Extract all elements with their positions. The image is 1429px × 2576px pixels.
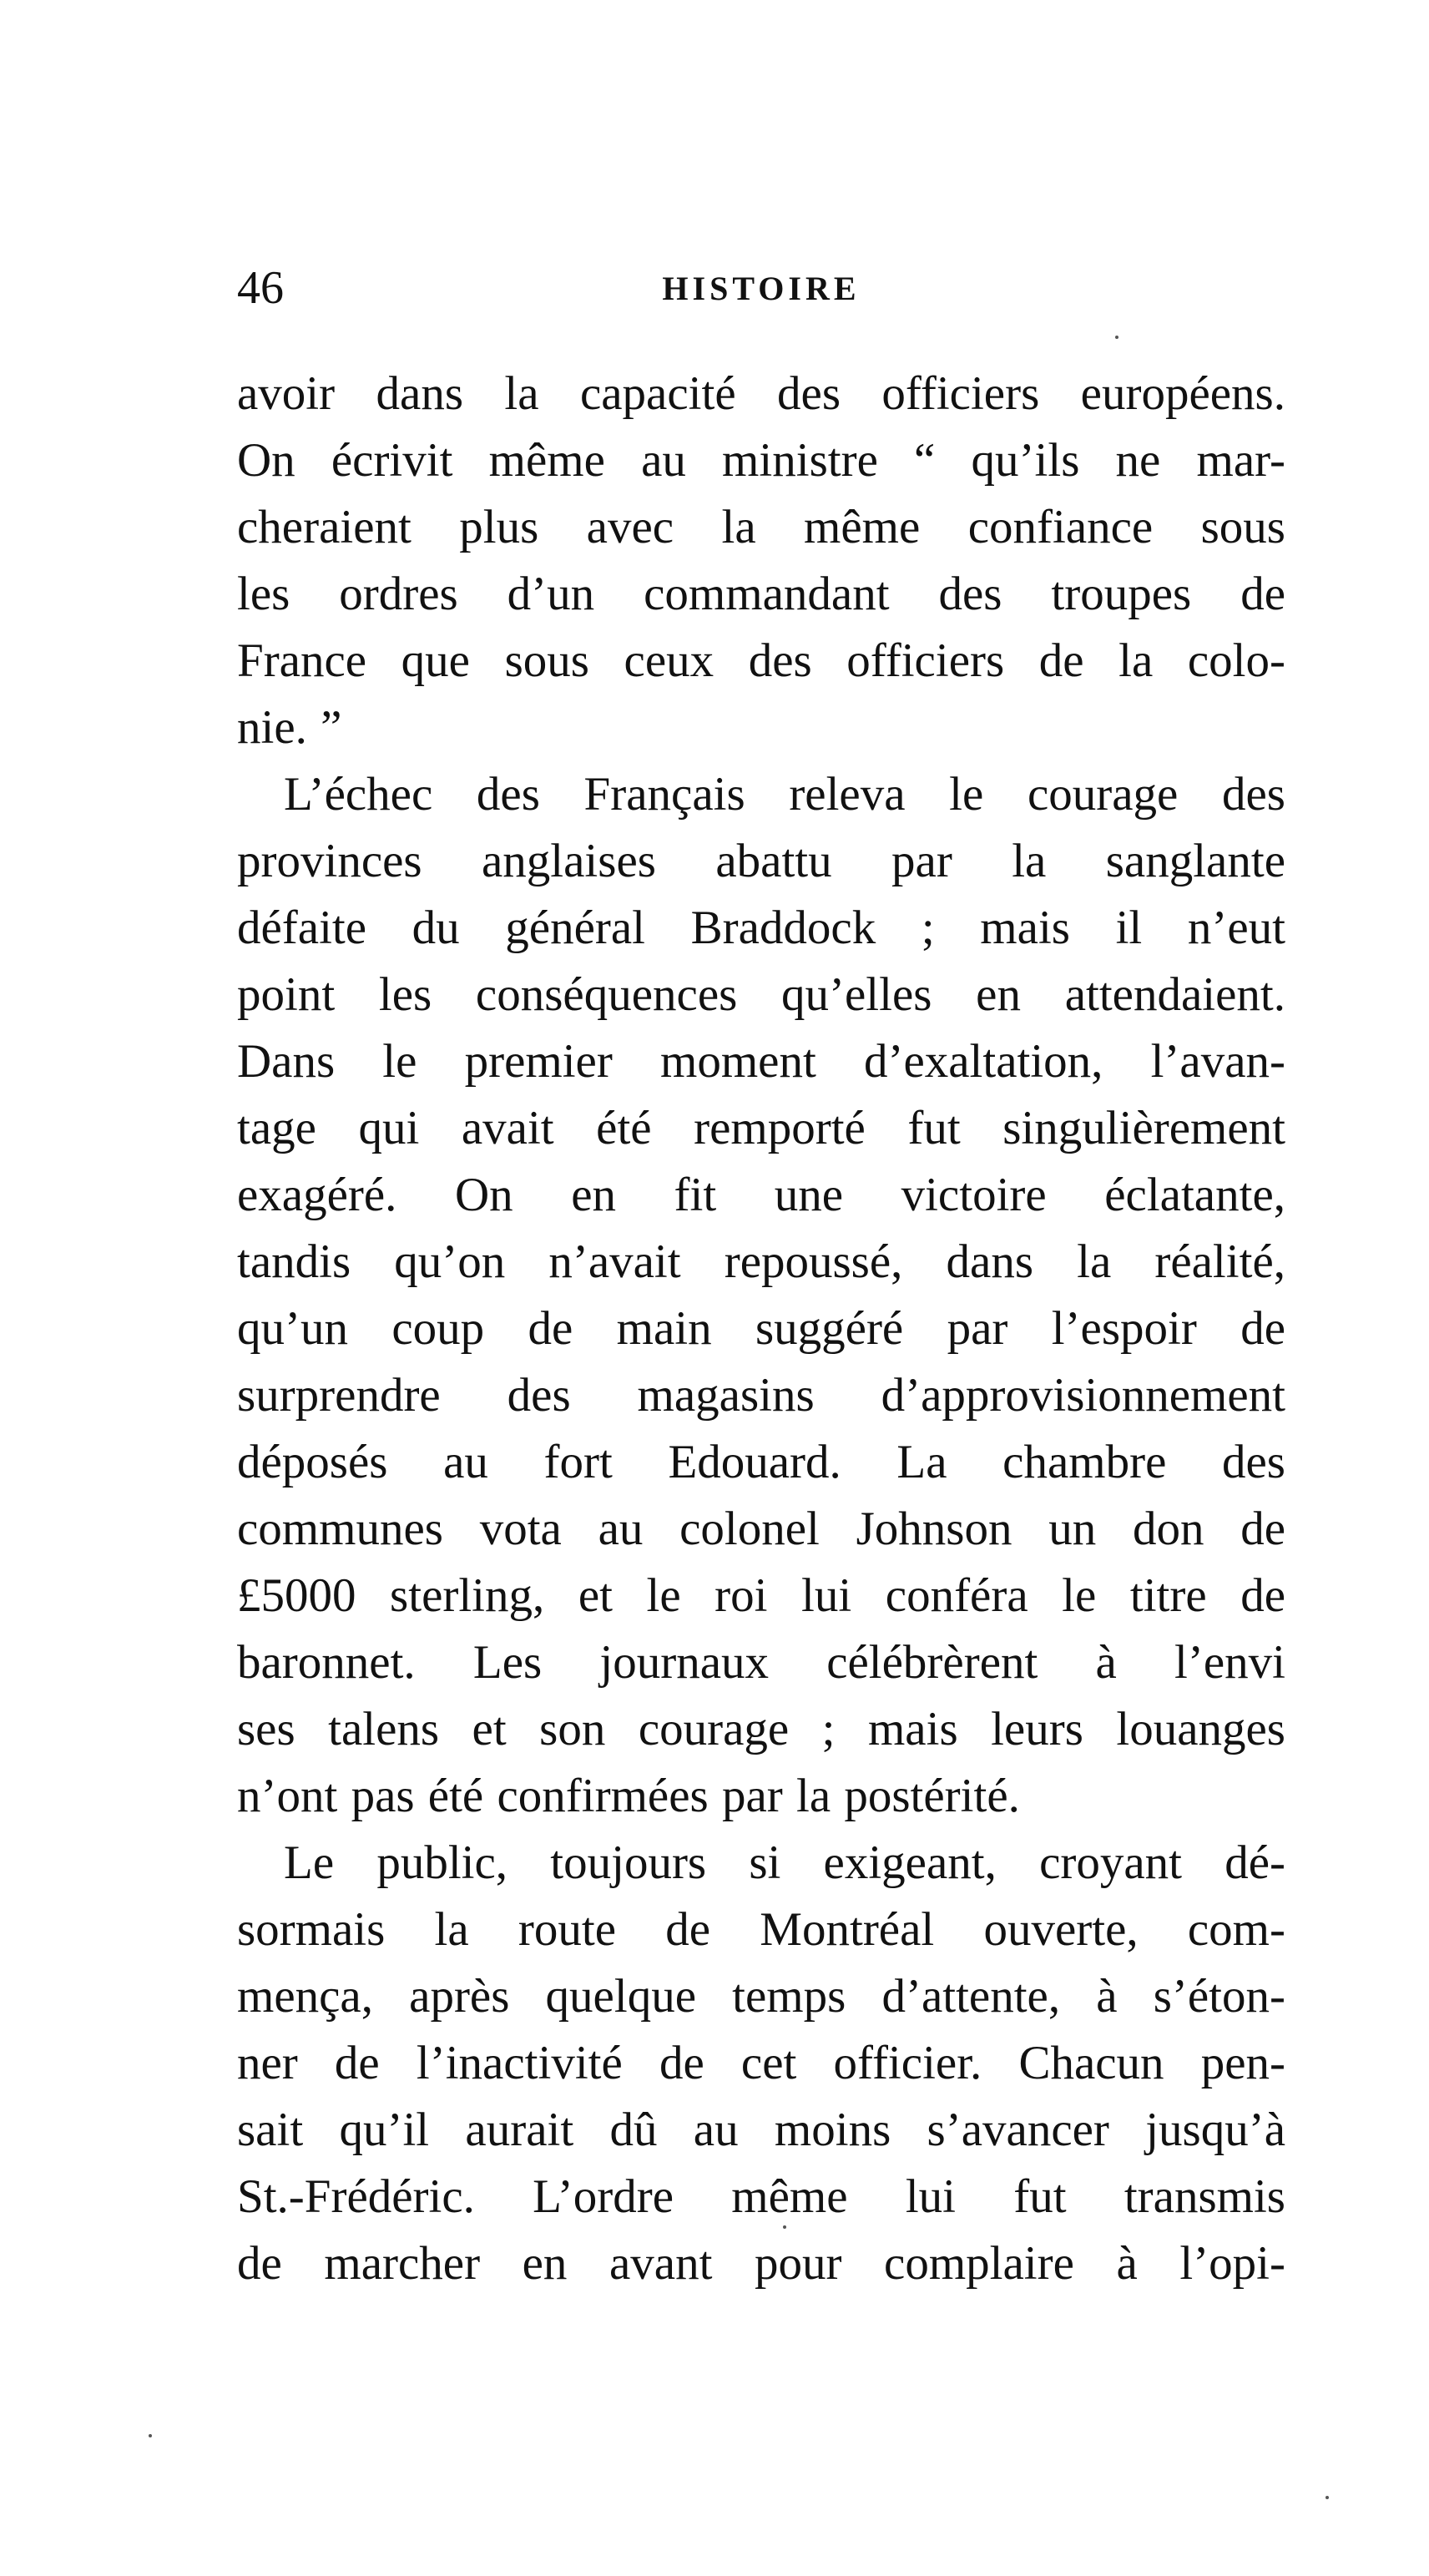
running-title: HISTOIRE [662,270,861,307]
text-line: tage qui avait été remporté fut singulièrement [237,1102,1285,1154]
text-line: point les conséquences qu’elles en attendaient. [237,968,1285,1021]
text-line: exagéré. On en fit une victoire éclatante, [237,1169,1285,1221]
text-line: On écrivit même au ministre “ qu’ils ne mar- [237,434,1285,487]
text-line: les ordres d’un commandant des troupes de [237,568,1285,620]
text-line: n’ont pas été confirmées par la postérité. [237,1770,1020,1822]
text-line: France que sous ceux des officiers de la colo- [237,634,1285,687]
scan-speck [1325,2496,1329,2499]
text-line: L’échec des Français releva le courage des [284,768,1285,821]
text-line: Le public, toujours si exigeant, croyant dé- [284,1836,1285,1889]
page-number: 46 [237,262,284,314]
text-line: déposés au fort Edouard. La chambre des [237,1436,1285,1488]
text-line: tandis qu’on n’avait repoussé, dans la réalité, [237,1235,1285,1288]
body-text [237,361,1285,2297]
text-line: communes vota au colonel Johnson un don de [237,1503,1285,1555]
text-line: St.-Frédéric. L’ordre même lui fut transmis [237,2170,1285,2223]
text-line: de marcher en avant pour complaire à l’opi- [237,2237,1285,2290]
running-head [237,259,1285,317]
text-line: £5000 sterling, et le roi lui conféra le titre de [237,1569,1285,1622]
scan-speck [783,2225,786,2229]
text-line: cheraient plus avec la même confiance sous [237,501,1285,553]
text-line: qu’un coup de main suggéré par l’espoir de [237,1302,1285,1355]
text-line: sait qu’il aurait dû au moins s’avancer jusqu’à [237,2104,1285,2156]
scan-speck [1115,336,1118,339]
text-line: défaite du général Braddock ; mais il n’eut [237,902,1285,954]
scan-speck [149,2434,152,2437]
text-line: baronnet. Les journaux célébrèrent à l’envi [237,1636,1285,1689]
text-line: surprendre des magasins d’approvisionnement [237,1369,1285,1422]
text-line: Dans le premier moment d’exaltation, l’avan- [237,1035,1285,1088]
text-line: provinces anglaises abattu par la sanglante [237,835,1285,887]
text-line: avoir dans la capacité des officiers européens. [237,367,1285,420]
text-line: nie. ” [237,701,342,754]
text-line: sormais la route de Montréal ouverte, com- [237,1903,1285,1956]
text-line: mença, après quelque temps d’attente, à s’éton- [237,1970,1285,2023]
text-line: ner de l’inactivité de cet officier. Chacun pen- [237,2037,1285,2089]
text-line: ses talens et son courage ; mais leurs louanges [237,1703,1285,1755]
